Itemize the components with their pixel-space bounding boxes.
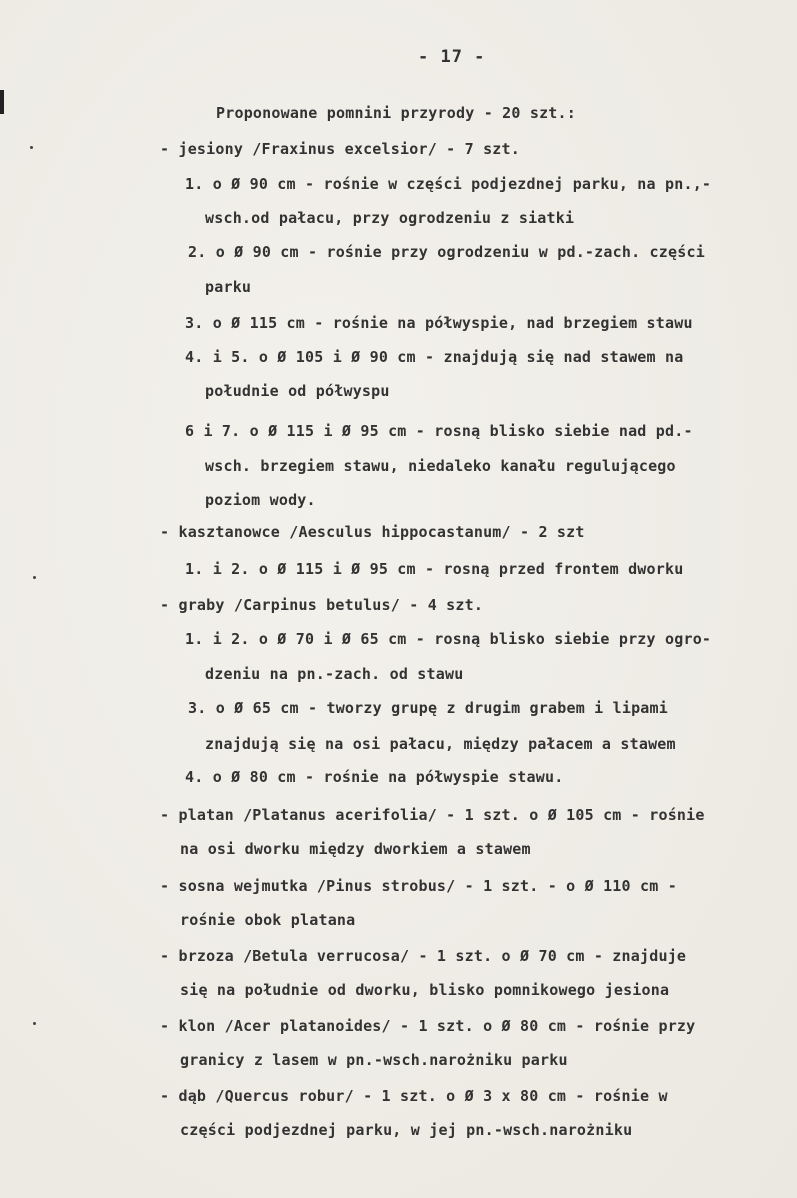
text-line: - kasztanowce /Aesculus hippocastanum/ - 2 szt bbox=[160, 523, 585, 541]
text-line: rośnie obok platana bbox=[180, 911, 356, 929]
text-line: części podjezdnej parku, w jej pn.-wsch.narożniku bbox=[180, 1121, 633, 1139]
text-line: 3. o Ø 115 cm - rośnie na półwyspie, nad brzegiem stawu bbox=[185, 314, 693, 332]
text-line: 1. i 2. o Ø 70 i Ø 65 cm - rosną blisko siebie przy ogro- bbox=[185, 630, 712, 648]
page-number: - 17 - bbox=[418, 47, 486, 67]
text-line: 3. o Ø 65 cm - tworzy grupę z drugim grabem i lipami bbox=[188, 699, 668, 717]
text-line: wsch.od pałacu, przy ogrodzeniu z siatki bbox=[205, 209, 575, 227]
text-line: - sosna wejmutka /Pinus strobus/ - 1 szt. - o Ø 110 cm - bbox=[160, 877, 677, 895]
text-line: na osi dworku między dworkiem a stawem bbox=[180, 840, 531, 858]
heading-line: Proponowane pomnini przyrody - 20 szt.: bbox=[216, 104, 576, 122]
margin-dot bbox=[33, 576, 36, 579]
text-line: 4. i 5. o Ø 105 i Ø 90 cm - znajdują się nad stawem na bbox=[185, 348, 684, 366]
text-line: znajdują się na osi pałacu, między pałacem a stawem bbox=[205, 735, 676, 753]
text-line: 4. o Ø 80 cm - rośnie na półwyspie stawu. bbox=[185, 768, 564, 786]
text-line: 6 i 7. o Ø 115 i Ø 95 cm - rosną blisko siebie nad pd.- bbox=[185, 422, 693, 440]
text-line: dzeniu na pn.-zach. od stawu bbox=[205, 665, 464, 683]
text-line: - dąb /Quercus robur/ - 1 szt. o Ø 3 x 80 cm - rośnie w bbox=[160, 1087, 668, 1105]
text-line: poziom wody. bbox=[205, 491, 316, 509]
text-line: 1. i 2. o Ø 115 i Ø 95 cm - rosną przed frontem dworku bbox=[185, 560, 684, 578]
text-line: się na południe od dworku, blisko pomnikowego jesiona bbox=[180, 981, 670, 999]
margin-dot bbox=[30, 146, 33, 149]
text-line: - brzoza /Betula verrucosa/ - 1 szt. o Ø 70 cm - znajduje bbox=[160, 947, 687, 965]
text-line: 1. o Ø 90 cm - rośnie w części podjezdnej parku, na pn.,- bbox=[185, 175, 712, 193]
text-line: - klon /Acer platanoides/ - 1 szt. o Ø 80 cm - rośnie przy bbox=[160, 1017, 696, 1035]
text-line: - graby /Carpinus betulus/ - 4 szt. bbox=[160, 596, 484, 614]
text-line: granicy z lasem w pn.-wsch.narożniku parku bbox=[180, 1051, 568, 1069]
text-line: 2. o Ø 90 cm - rośnie przy ogrodzeniu w pd.-zach. części bbox=[188, 243, 705, 261]
text-line: - platan /Platanus acerifolia/ - 1 szt. o Ø 105 cm - rośnie bbox=[160, 806, 705, 824]
text-line: - jesiony /Fraxinus excelsior/ - 7 szt. bbox=[160, 140, 520, 158]
text-line: południe od półwyspu bbox=[205, 382, 390, 400]
text-line: wsch. brzegiem stawu, niedaleko kanału regulującego bbox=[205, 457, 676, 475]
scan-edge-mark bbox=[0, 90, 4, 114]
margin-dot bbox=[33, 1022, 36, 1025]
text-line: parku bbox=[205, 278, 252, 296]
